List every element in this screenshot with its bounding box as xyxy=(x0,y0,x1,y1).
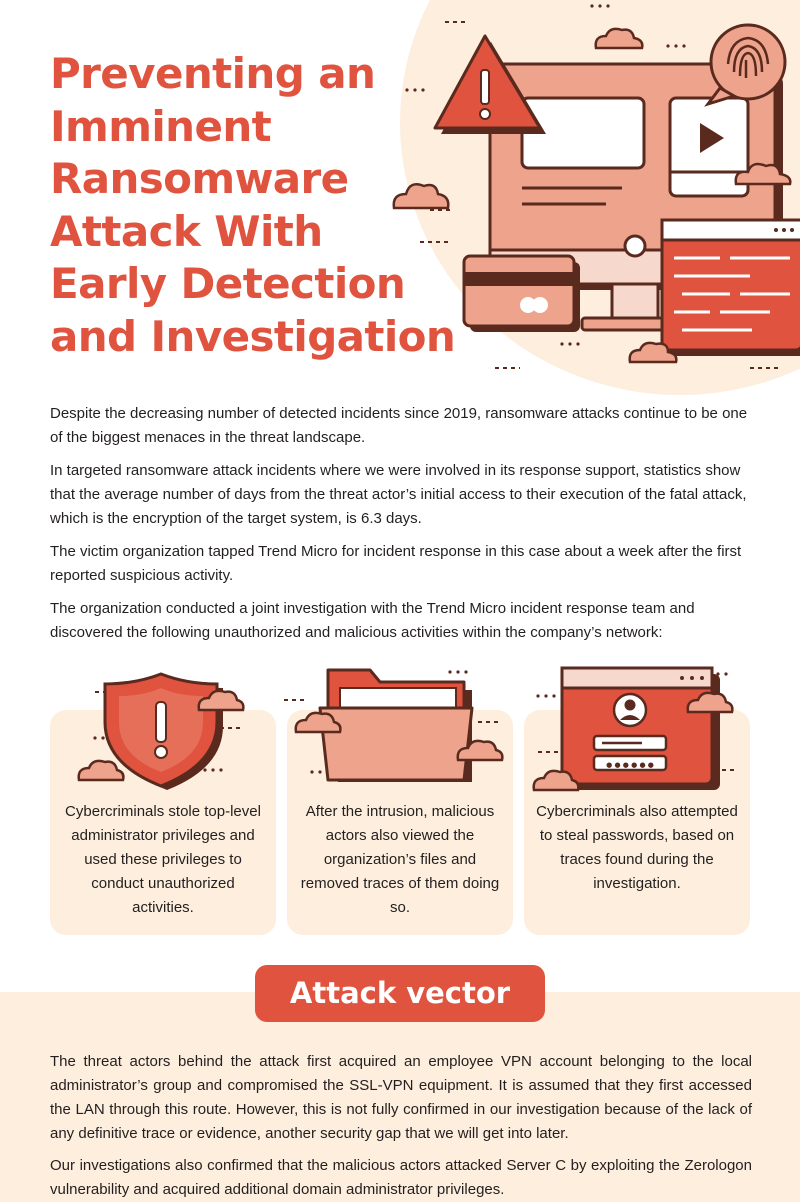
activity-cards xyxy=(50,660,750,935)
intro-paragraph: The organization conducted a joint investigation with the Trend Micro incident response team and discovered the following unauthorized and malicious activities within the company’s network: xyxy=(50,600,695,641)
intro-paragraph: In targeted ransomware attack incidents where we were involved in its response support, statistics show that the average number of days from the threat actor’s initial access to their execution of the fatal attack, which is the encryption of the target system, is 6.3 days. xyxy=(50,462,747,527)
login-window-icon xyxy=(532,660,750,794)
title-line: Preventing an xyxy=(50,49,376,98)
card-text: Cybercriminals also attempted to steal passwords, based on traces found during the investigation. xyxy=(536,803,738,892)
hero-illustration xyxy=(390,0,800,380)
shield-alert-icon xyxy=(75,660,275,790)
attack-vector-heading: Attack vector xyxy=(255,965,545,1022)
title-line: Attack With xyxy=(50,206,323,256)
card-text: After the intrusion, malicious actors also viewed the organization’s files and removed traces of them doing so. xyxy=(300,803,500,916)
card-text: Cybercriminals stole top-level administrator privileges and used these privileges to conduct unauthorized activities. xyxy=(65,803,261,916)
title-line: Ransomware xyxy=(50,154,349,203)
title-line: Imminent xyxy=(50,101,272,151)
intro-text xyxy=(50,402,760,654)
attack-vector-text xyxy=(50,1050,752,1202)
password-mask: ● ● ● ● ● ● xyxy=(606,761,654,769)
attack-vector-paragraph: Our investigations also confirmed that the malicious actors attacked Server C by exploiting the Zerologon vulnerability and acquired additional domain administrator privileges. xyxy=(50,1157,752,1198)
intro-paragraph: The victim organization tapped Trend Micro for incident response in this case about a week after the first reported suspicious activity. xyxy=(50,543,742,584)
title-line: Early Detection xyxy=(50,259,406,308)
intro-paragraph: Despite the decreasing number of detected incidents since 2019, ransomware attacks continue to be one of the biggest menaces in the threat landscape. xyxy=(50,405,748,446)
attack-vector-paragraph: The threat actors behind the attack first acquired an employee VPN account belonging to the local administrator’s group and compromised the SSL-VPN equipment. It is assumed that they first accessed the LAN through this route. However, this is not fully confirmed in our investigation because of the lack of any definitive trace or evidence, another security gap that we will get into later. xyxy=(50,1053,752,1142)
title-line: and Investigation xyxy=(50,311,456,361)
folder-icon xyxy=(282,660,522,790)
